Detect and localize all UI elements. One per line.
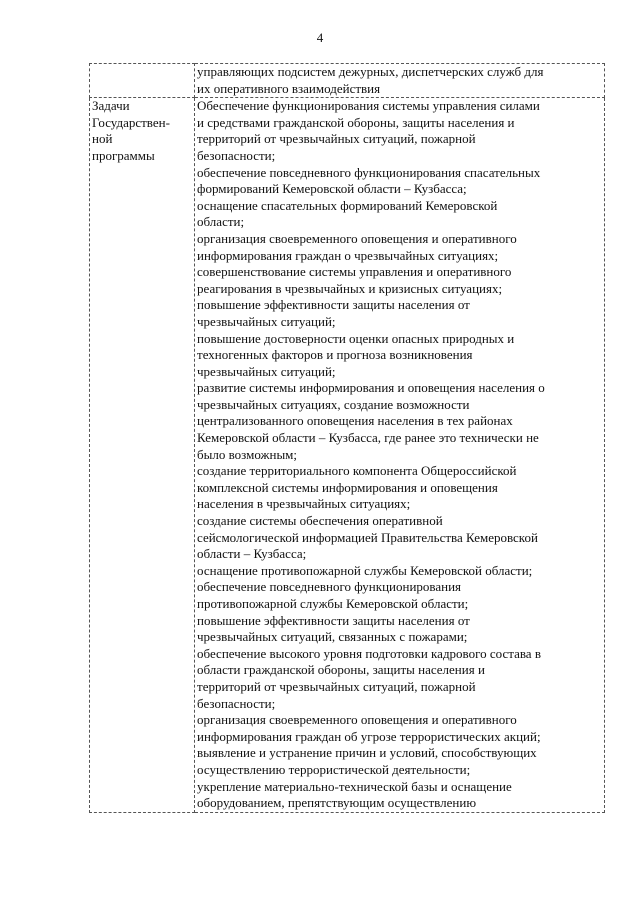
text-line: чрезвычайных ситуаций; (197, 313, 336, 329)
text-line: оснащение противопожарной службы Кемеровской области; (197, 562, 533, 578)
text-line: совершенствование системы управления и оперативного (197, 264, 512, 280)
text-line: формирований Кемеровской области – Кузбасса; (197, 181, 467, 197)
program-passport-table (89, 63, 605, 813)
text-line: области; (197, 214, 245, 230)
text-line: противопожарной службы Кемеровской области; (197, 596, 469, 611)
text-line: оснащение спасательных формирований Кемеровской (197, 197, 498, 213)
row-label-cell (90, 98, 195, 813)
text-line: безопасности; (197, 147, 276, 163)
row-label-cell (90, 64, 195, 98)
text-line: было возможным; (197, 446, 298, 462)
text-line: населения в чрезвычайных ситуациях; (197, 496, 411, 512)
label-line: Задачи (92, 98, 130, 114)
text-line: чрезвычайных ситуациях, создание возможности (197, 396, 470, 412)
row-text-cell (195, 98, 605, 813)
text-line: организация своевременного оповещения и оперативного (197, 712, 517, 728)
text-line: комплексной системы информирования и оповещения (197, 479, 498, 495)
text-line: информирования граждан об угрозе террористических акций; (197, 728, 541, 744)
text-line: сейсмологической информацией Правительства Кемеровской (197, 529, 538, 545)
text-line: Обеспечение функционирования системы управления силами (197, 98, 540, 114)
row-text-cell (195, 64, 605, 98)
text-line: укрепление материально-технической базы и оснащение (197, 778, 512, 794)
label-line: Государствен- (92, 114, 170, 130)
text-line: повышение эффективности защиты населения от (197, 297, 470, 313)
text-line: области – Кузбасса; (197, 546, 307, 562)
text-line: создание территориального компонента Общероссийской (197, 463, 517, 479)
text-line: осуществлению террористической деятельности; (197, 761, 471, 777)
table-row-continuation (90, 64, 605, 98)
table-row-tasks (90, 98, 605, 813)
text-line: централизованного оповещения населения в тех районах (197, 413, 513, 429)
text-line: обеспечение высокого уровня подготовки кадрового состава в (197, 645, 541, 661)
label-line: программы (92, 147, 155, 163)
text-line: организация своевременного оповещения и оперативного (197, 230, 517, 246)
text-line: обеспечение повседневного функционирования спасательных (197, 164, 541, 180)
text-line: оборудованием, препятствующим осуществлению (197, 795, 477, 811)
text-line: территорий от чрезвычайных ситуаций, пожарной (197, 678, 476, 694)
text-line: чрезвычайных ситуаций; (197, 363, 336, 379)
text-line: Кемеровской области – Кузбасса, где ранее это технически не (197, 430, 539, 446)
page-number: 4 (316, 30, 324, 45)
text-line: техногенных факторов и прогноза возникновения (197, 347, 473, 363)
text-line: повышение достоверности оценки опасных природных и (197, 330, 515, 346)
text-line: информирования граждан о чрезвычайных ситуациях; (197, 247, 499, 263)
text-line: создание системы обеспечения оперативной (197, 513, 443, 529)
text-line: управляющих подсистем дежурных, диспетчерских служб для (197, 64, 544, 79)
text-line: реагирования в чрезвычайных и кризисных ситуациях; (197, 280, 503, 296)
text-line: развитие системы информирования и оповещения населения о (197, 380, 545, 396)
text-line: выявление и устранение причин и условий, способствующих (197, 745, 537, 761)
text-line: повышение эффективности защиты населения от (197, 612, 470, 628)
text-line: чрезвычайных ситуаций, связанных с пожарами; (197, 629, 468, 645)
text-line: и средствами гражданской обороны, защиты населения и (197, 114, 515, 130)
text-line: безопасности; (197, 695, 276, 711)
text-line: обеспечение повседневного функционирования (197, 579, 462, 595)
text-line: области гражданской обороны, защиты населения и (197, 662, 485, 678)
label-line: ной (92, 131, 113, 147)
text-line: их оперативного взаимодействия (197, 80, 381, 96)
text-line: территорий от чрезвычайных ситуаций, пожарной (197, 131, 476, 147)
